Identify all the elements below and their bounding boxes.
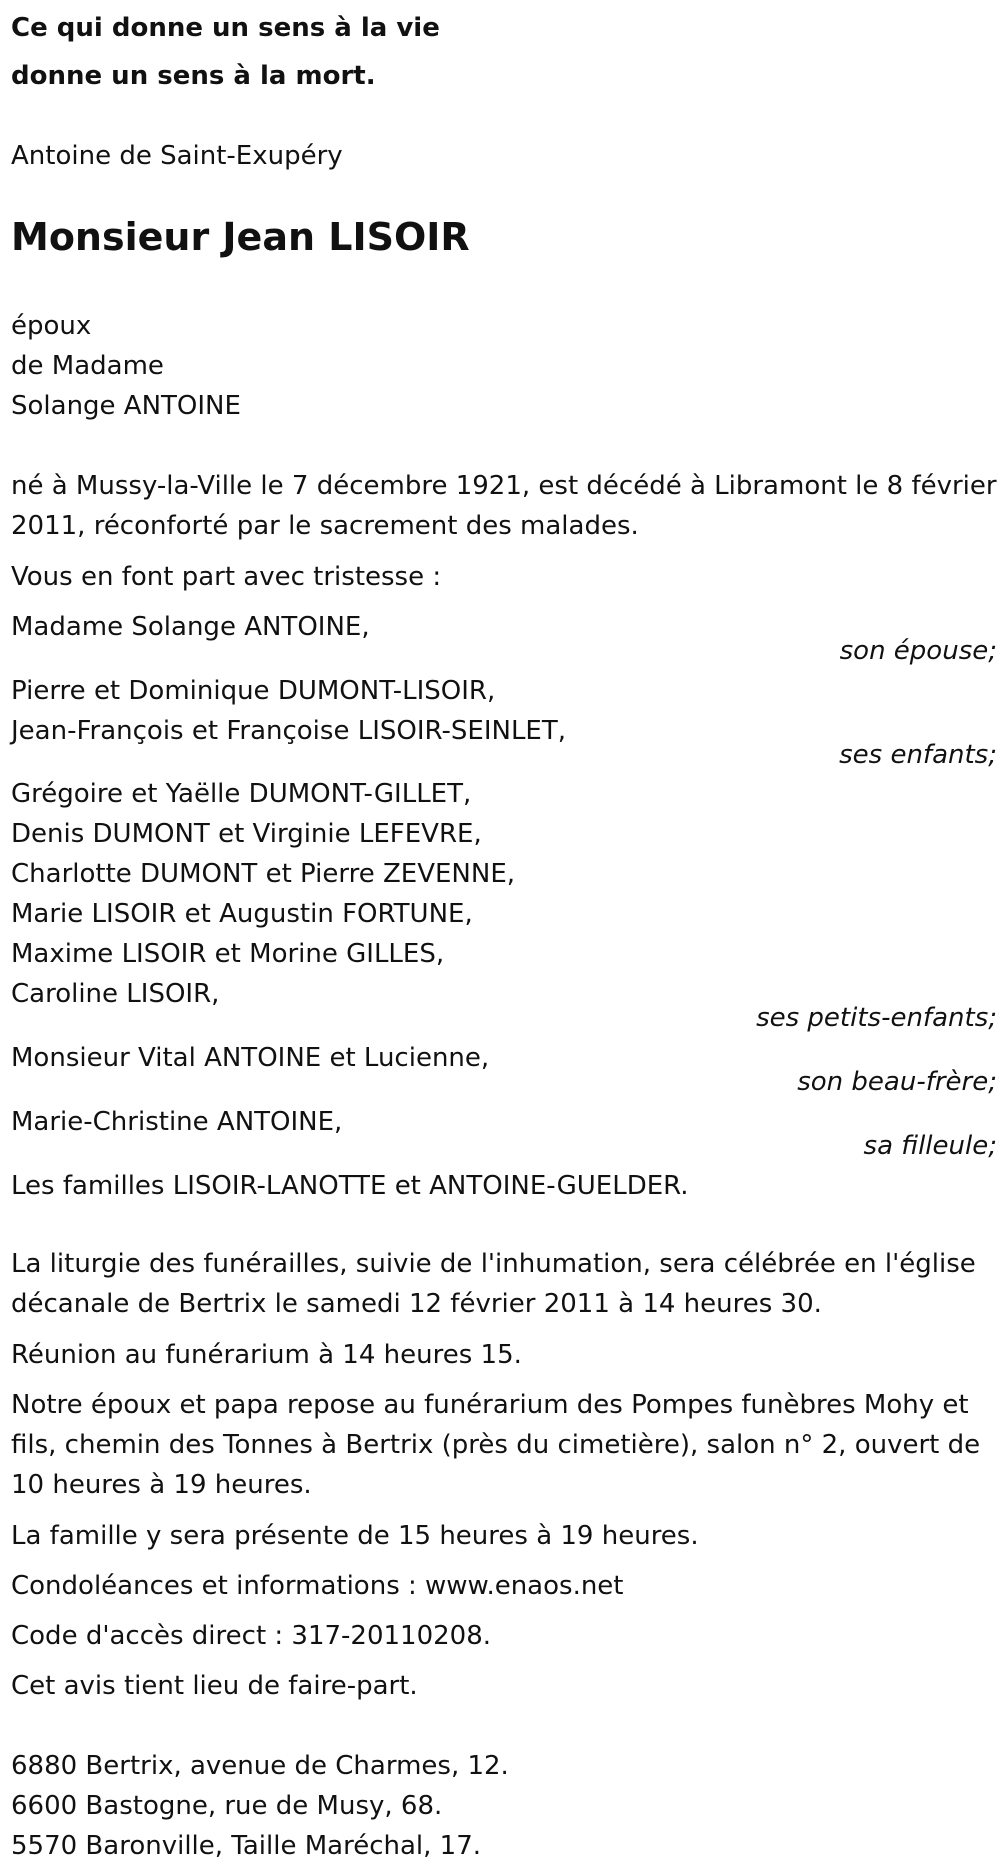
family-member: Marie-Christine ANTOINE, bbox=[11, 1107, 343, 1137]
quote-author-block bbox=[11, 136, 997, 176]
family-group bbox=[11, 1102, 997, 1166]
address-line: 6600 Bastogne, rue de Musy, 68. bbox=[11, 1791, 443, 1821]
family-role: ses enfants; bbox=[839, 740, 997, 770]
condolences-block bbox=[11, 1566, 997, 1606]
family-role: son beau-frère; bbox=[797, 1067, 997, 1097]
notice-block bbox=[11, 1666, 997, 1706]
family-member: Pierre et Dominique DUMONT-LISOIR, bbox=[11, 676, 496, 706]
rest-block bbox=[11, 1385, 997, 1505]
addresses-block bbox=[11, 1746, 997, 1866]
spouse-line: époux bbox=[11, 311, 92, 341]
family-member: Madame Solange ANTOINE, bbox=[11, 612, 370, 642]
family-member: Monsieur Vital ANTOINE et Lucienne, bbox=[11, 1043, 490, 1073]
family-role: ses petits-enfants; bbox=[756, 1003, 997, 1033]
presence-text: La famille y sera présente de 15 heures à 19 heures. bbox=[11, 1521, 699, 1551]
announcement-block bbox=[11, 557, 997, 597]
address-line: 6880 Bertrix, avenue de Charmes, 12. bbox=[11, 1751, 509, 1781]
meeting-text: Réunion au funérarium à 14 heures 15. bbox=[11, 1340, 522, 1370]
family-member: Caroline LISOIR, bbox=[11, 979, 220, 1009]
quote-block bbox=[11, 4, 997, 100]
family-role: sa filleule; bbox=[863, 1131, 997, 1161]
deceased-name-block bbox=[11, 212, 997, 262]
liturgy-block bbox=[11, 1244, 997, 1324]
liturgy-text: La liturgie des funérailles, suivie de l'inhumation, sera célébrée en l'église décanale de Bertrix le samedi 12 février 2011 à 14 heures 30. bbox=[11, 1249, 976, 1319]
spouse-block bbox=[11, 306, 997, 426]
family-member: Marie LISOIR et Augustin FORTUNE, bbox=[11, 899, 473, 929]
announcement-text: Vous en font part avec tristesse : bbox=[11, 562, 442, 592]
family-group bbox=[11, 607, 997, 671]
access-code-text: Code d'accès direct : 317-20110208. bbox=[11, 1621, 492, 1651]
family-group bbox=[11, 1038, 997, 1102]
family-group bbox=[11, 671, 997, 775]
deceased-details: né à Mussy-la-Ville le 7 décembre 1921, est décédé à Libramont le 8 février 2011, réconforté par le sacrement des malades. bbox=[11, 471, 997, 541]
deceased-name: Monsieur Jean LISOIR bbox=[11, 215, 470, 259]
family-member: Grégoire et Yaëlle DUMONT-GILLET, bbox=[11, 779, 472, 809]
presence-block bbox=[11, 1516, 997, 1556]
family-group bbox=[11, 774, 997, 1038]
deceased-details-block bbox=[11, 466, 997, 546]
condolences-text: Condoléances et informations : www.enaos.net bbox=[11, 1571, 624, 1601]
family-member: Denis DUMONT et Virginie LEFEVRE, bbox=[11, 819, 482, 849]
address-line: 5570 Baronville, Taille Maréchal, 17. bbox=[11, 1831, 482, 1861]
quote-author: Antoine de Saint-Exupéry bbox=[11, 141, 343, 171]
quote-line: donne un sens à la mort. bbox=[11, 61, 376, 91]
family-member: Charlotte DUMONT et Pierre ZEVENNE, bbox=[11, 859, 516, 889]
spouse-line: de Madame bbox=[11, 351, 164, 381]
notice-text: Cet avis tient lieu de faire-part. bbox=[11, 1671, 418, 1701]
family-member: Jean-François et Françoise LISOIR-SEINLET, bbox=[11, 716, 567, 746]
family-role: son épouse; bbox=[839, 636, 997, 666]
rest-text: Notre époux et papa repose au funérarium des Pompes funèbres Mohy et fils, chemin des Tonnes à Bertrix (près du cimetière), salon n° 2, ouvert de 10 heures à 19 heures. bbox=[11, 1390, 981, 1500]
quote-line: Ce qui donne un sens à la vie bbox=[11, 13, 440, 43]
families-line: Les familles LISOIR-LANOTTE et ANTOINE-GUELDER. bbox=[11, 1171, 689, 1201]
family-member: Maxime LISOIR et Morine GILLES, bbox=[11, 939, 445, 969]
meeting-block bbox=[11, 1335, 997, 1375]
families-block bbox=[11, 1166, 997, 1206]
access-code-block bbox=[11, 1616, 997, 1656]
spouse-line: Solange ANTOINE bbox=[11, 391, 241, 421]
